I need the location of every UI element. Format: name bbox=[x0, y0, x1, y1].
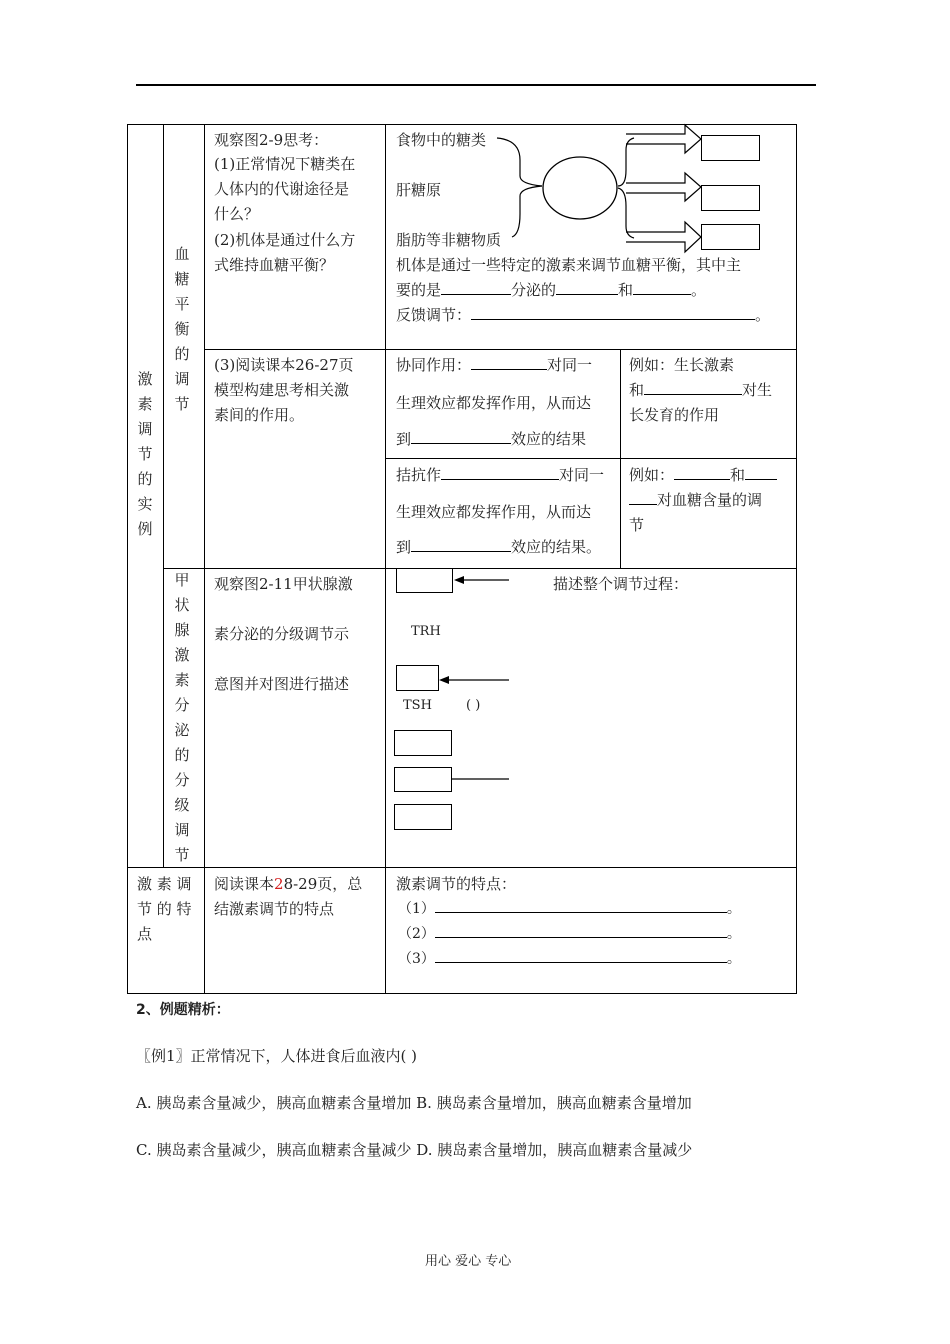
text: 效应的结果。 bbox=[511, 538, 602, 556]
thyroid-box-4 bbox=[394, 767, 452, 792]
heading-char: 激 bbox=[174, 646, 190, 664]
heading-char: 平 bbox=[174, 295, 190, 313]
arrow-head-2 bbox=[439, 676, 449, 684]
heading-char: 级 bbox=[174, 796, 190, 814]
blank bbox=[674, 465, 730, 480]
features-item-2 bbox=[398, 923, 741, 943]
features-heading-1: 激 素 调 bbox=[137, 875, 192, 893]
antagonism-example-2 bbox=[629, 489, 762, 510]
text: 分泌的 bbox=[511, 281, 557, 299]
brace-lower bbox=[512, 186, 542, 237]
paren-label: ( ) bbox=[466, 698, 481, 713]
features-prompt-2: 结激素调节的特点 bbox=[214, 900, 335, 918]
text: 对血糖含量的调 bbox=[657, 491, 763, 509]
heading-char: 的 bbox=[137, 470, 153, 488]
synergy-example-3: 长发育的作用 bbox=[629, 406, 720, 424]
prompt-line: 人体内的代谢途径是 bbox=[214, 180, 350, 198]
result-box-3 bbox=[701, 224, 760, 250]
heading-char: 分 bbox=[174, 771, 190, 789]
blank bbox=[471, 355, 547, 370]
heading-char: 节 bbox=[174, 395, 190, 413]
source-liver-glycogen: 肝糖原 bbox=[396, 181, 442, 199]
source-dietary-sugar: 食物中的糖类 bbox=[396, 131, 487, 149]
text: 和 bbox=[730, 466, 746, 484]
text: 要的是 bbox=[396, 281, 442, 299]
text: 。 bbox=[691, 281, 707, 299]
heading-char: 素 bbox=[137, 395, 153, 413]
text: 8-29页，总 bbox=[283, 875, 363, 893]
blank bbox=[471, 305, 755, 320]
heading-char: 血 bbox=[174, 245, 190, 263]
prompt-line: (1)正常情况下糖类在 bbox=[214, 155, 356, 173]
arrow-head-1 bbox=[454, 576, 464, 584]
text: 到 bbox=[396, 430, 412, 448]
text-red: 2 bbox=[274, 875, 284, 893]
text: 拮抗作 bbox=[396, 466, 442, 484]
text: （3） bbox=[398, 951, 435, 967]
synergy-line-2: 生理效应都发挥作用，从而达 bbox=[396, 394, 592, 412]
text: 。 bbox=[755, 306, 771, 324]
brace-right-lower bbox=[618, 188, 634, 238]
text: 。 bbox=[726, 926, 741, 942]
heading-char: 状 bbox=[174, 596, 190, 614]
text: （2） bbox=[398, 926, 435, 942]
options-ab: A. 胰岛素含量减少，胰高血糖素含量增加 B. 胰岛素含量增加，胰高血糖素含量增加 bbox=[136, 1094, 692, 1112]
thyroid-box-hypothalamus bbox=[396, 568, 453, 593]
text: （1） bbox=[398, 901, 435, 917]
heading-char: 的 bbox=[174, 746, 190, 764]
thyroid-box-3 bbox=[394, 730, 452, 756]
heading-char: 的 bbox=[174, 345, 190, 363]
prompt-line: 素分泌的分级调节示 bbox=[214, 625, 350, 643]
section2-heading: 2、例题精析： bbox=[136, 1002, 230, 1018]
antagonism-line-3 bbox=[396, 536, 601, 557]
blank bbox=[435, 898, 727, 913]
heading-char: 实 bbox=[137, 495, 153, 513]
feedback-line bbox=[396, 304, 770, 325]
text: 和 bbox=[629, 381, 645, 399]
text: 效应的结果 bbox=[511, 430, 587, 448]
text: 对生 bbox=[742, 381, 773, 399]
answer-line-1: 机体是通过一些特定的激素来调节血糖平衡，其中主 bbox=[396, 256, 742, 274]
blank bbox=[411, 537, 511, 552]
features-heading-2: 节 的 特 bbox=[137, 900, 192, 918]
arrow-out-1 bbox=[626, 125, 701, 153]
blank bbox=[435, 948, 727, 963]
features-heading-3: 点 bbox=[137, 925, 153, 943]
page-footer: 用心 爱心 专心 bbox=[425, 1254, 512, 1269]
features-item-3 bbox=[398, 948, 741, 968]
arrow-out-3 bbox=[626, 222, 701, 252]
antagonism-line-1 bbox=[396, 464, 604, 485]
heading-char: 节 bbox=[174, 846, 190, 864]
text: 对同一 bbox=[547, 356, 593, 374]
feedback-label: 反馈调节： bbox=[396, 306, 472, 324]
prompt-line: 观察图2-9思考： bbox=[214, 131, 329, 149]
result-box-1 bbox=[701, 135, 760, 161]
heading-char: 衡 bbox=[174, 320, 190, 338]
heading-char: 甲 bbox=[174, 571, 190, 589]
blank bbox=[629, 490, 657, 505]
prompt-line: 素间的作用。 bbox=[214, 406, 305, 424]
result-box-2 bbox=[701, 185, 760, 211]
blank bbox=[745, 465, 777, 480]
prompt-line: 观察图2-11甲状腺激 bbox=[214, 575, 353, 593]
features-prompt-1 bbox=[214, 873, 362, 894]
heading-char: 腺 bbox=[174, 621, 190, 639]
text: 阅读课本 bbox=[214, 875, 275, 893]
prompt-line: 什么？ bbox=[214, 205, 260, 223]
tsh-label: TSH bbox=[403, 698, 432, 713]
features-item-1 bbox=[398, 898, 741, 918]
prompt-line: 意图并对图进行描述 bbox=[214, 675, 350, 693]
blank bbox=[633, 280, 691, 295]
antagonism-example-1 bbox=[629, 464, 777, 485]
blank bbox=[441, 465, 559, 480]
heading-char: 调 bbox=[174, 370, 190, 388]
heading-char: 分 bbox=[174, 696, 190, 714]
options-cd: C. 胰岛素含量减少，胰高血糖素含量减少 D. 胰岛素含量增加，胰高血糖素含量减少 bbox=[136, 1141, 693, 1159]
thyroid-box-5 bbox=[394, 804, 452, 830]
text: 。 bbox=[726, 901, 741, 917]
heading-char: 节 bbox=[137, 445, 153, 463]
source-non-sugar: 脂肪等非糖物质 bbox=[396, 231, 502, 249]
synergy-line-3 bbox=[396, 428, 586, 449]
text: 例如： bbox=[629, 466, 675, 484]
synergy-example-1: 例如：生长激素 bbox=[629, 356, 735, 374]
antagonism-line-2: 生理效应都发挥作用，从而达 bbox=[396, 503, 592, 521]
text: 。 bbox=[726, 951, 741, 967]
arrow-out-2 bbox=[626, 173, 701, 201]
prompt-line: (3)阅读课本26-27页 bbox=[214, 356, 354, 374]
answer-line-2 bbox=[396, 279, 706, 300]
blank bbox=[556, 280, 618, 295]
heading-char: 调 bbox=[174, 821, 190, 839]
blood-sugar-ellipse bbox=[543, 157, 617, 219]
heading-char: 糖 bbox=[174, 270, 190, 288]
text: 和 bbox=[618, 281, 634, 299]
text: 对同一 bbox=[559, 466, 605, 484]
prompt-line: 式维持血糖平衡？ bbox=[214, 256, 335, 274]
brace-right-upper bbox=[618, 138, 634, 186]
blank bbox=[441, 280, 511, 295]
text: 到 bbox=[396, 538, 412, 556]
heading-char: 素 bbox=[174, 671, 190, 689]
thyroid-box-pituitary bbox=[396, 665, 439, 691]
heading-char: 调 bbox=[137, 420, 153, 438]
heading-char: 泌 bbox=[174, 721, 190, 739]
example-question: 〖例1〗正常情况下，人体进食后血液内( ) bbox=[136, 1047, 418, 1065]
synergy-example-2 bbox=[629, 379, 772, 400]
prompt-line: 模型构建思考相关激 bbox=[214, 381, 350, 399]
features-title: 激素调节的特点： bbox=[396, 875, 517, 893]
antagonism-example-3: 节 bbox=[629, 516, 645, 534]
blank bbox=[644, 380, 742, 395]
brace-upper bbox=[497, 138, 542, 186]
blank bbox=[435, 923, 727, 938]
describe-label: 描述整个调节过程： bbox=[553, 575, 689, 593]
synergy-line-1 bbox=[396, 354, 592, 375]
text: 协同作用： bbox=[396, 356, 472, 374]
prompt-line: (2)机体是通过什么方 bbox=[214, 231, 356, 249]
heading-char: 激 bbox=[137, 370, 153, 388]
blank bbox=[411, 429, 511, 444]
trh-label: TRH bbox=[411, 624, 441, 639]
heading-char: 例 bbox=[137, 520, 153, 538]
